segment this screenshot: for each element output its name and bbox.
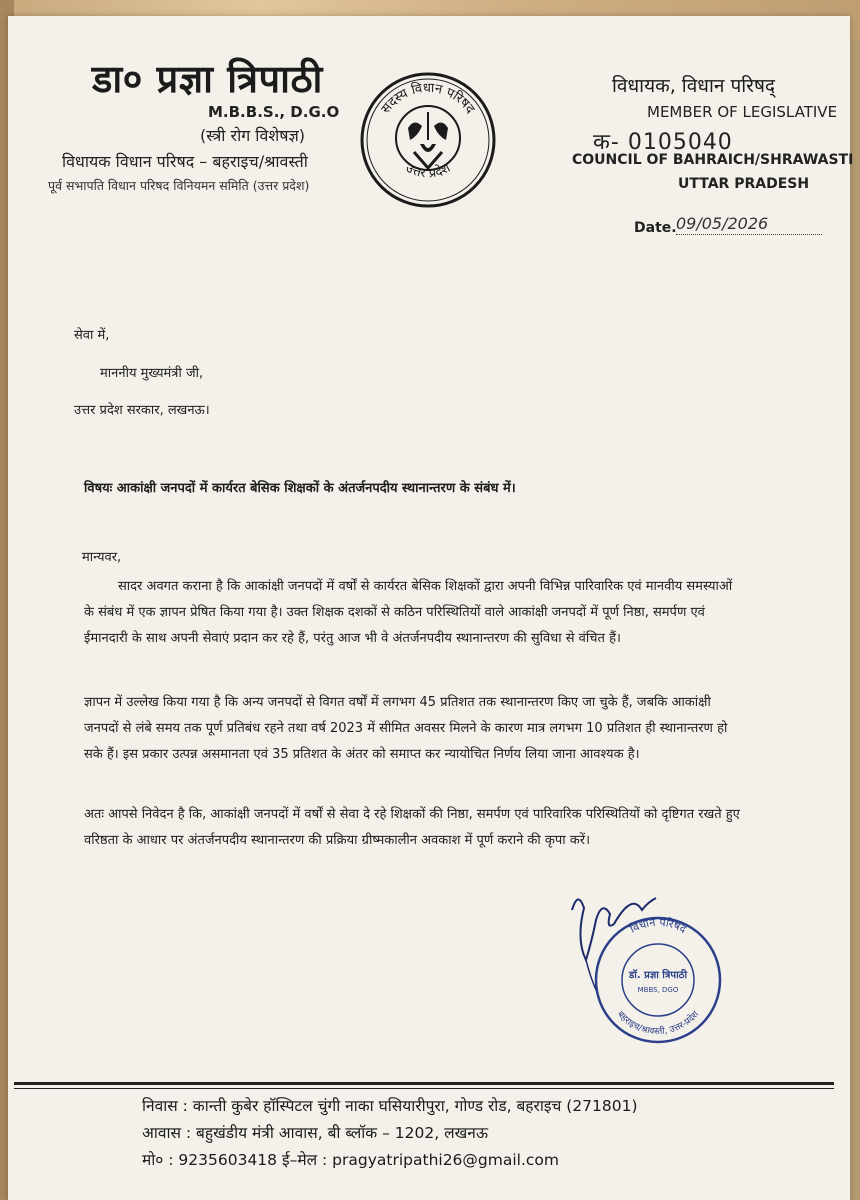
footer-residence: निवास : कान्ती कुबेर हॉस्पिटल चुंगी नाका घसियारीपुरा, गोण्ड रोड, बहराइच (271801) [142, 1097, 638, 1115]
stamp-name: डॉ. प्रज्ञा त्रिपाठी [628, 970, 688, 981]
footer-contact: मो० : 9235603418 ई–मेल : pragyatripathi26@gmail.com [142, 1151, 560, 1169]
letterhead-former-post: पूर्व सभापति विधान परिषद विनियमन समिति (उत्तर प्रदेश) [48, 178, 310, 193]
footer-rule-thin [14, 1088, 834, 1089]
signature-stamp [566, 880, 736, 1050]
emblem-bottom-text: उत्तर प्रदेश [402, 160, 453, 182]
letterhead-speciality: (स्त्री रोग विशेषज्ञ) [200, 126, 305, 145]
salutation: मान्यवर, [82, 550, 122, 565]
date-value: 09/05/2026 [676, 214, 822, 235]
letterhead-title-hindi: विधायक, विधान परिषद् [612, 75, 776, 97]
paragraph-1: सादर अवगत कराना है कि आकांक्षी जनपदों में वर्षों से कार्यरत बेसिक शिक्षकों द्वारा अपनी विभिन्न पारिवारिक एवं मानवीय समस्याओं के संबंध में एक ज्ञापन प्रेषित किया गया है। उक्त शिक्षक दशकों से कठिन परिस्थितियों वाले आकांक्षी जनपदों में पूर्ण निष्ठा, समर्पण एवं ईमानदारी के साथ अपनी सेवाएं प्रदान कर रहे हैं, परंतु आज भी वे अंतर्जनपदीय स्थानान्तरण की सुविधा से वंचित हैं। [84, 579, 733, 646]
address-line-3: उत्तर प्रदेश सरकार, लखनऊ। [74, 403, 210, 418]
letterhead-title-english: MEMBER OF LEGISLATIVE [647, 103, 838, 121]
stamp-ring-bottom: बहराइच/श्रावस्ती, उत्तर-प्रदेश [614, 1009, 702, 1038]
emblem-top-text: सदस्य विधान परिषद [378, 80, 478, 117]
letterhead-reg-number: क- 0105040 [593, 130, 733, 155]
svg-text:विधान परिषद [628, 916, 689, 936]
footer-quarters: आवास : बहुखंडीय मंत्री आवास, बी ब्लॉक – 1202, लखनऊ [142, 1124, 489, 1142]
paragraph-3: अतः आपसे निवेदन है कि, आकांक्षी जनपदों में वर्षों से सेवा दे रहे शिक्षकों की निष्ठा, समर्पण एवं पारिवारिक परिस्थितियों को दृष्टिगत रखते हुए वरिष्ठता के आधार पर अंतर्जनपदीय स्थानान्तरण की प्रक्रिया ग्रीष्मकालीन अवकाश में पूर्ण कराने की कृपा करें। [84, 807, 740, 848]
letterhead-name: डा० प्रज्ञा त्रिपाठी [92, 57, 323, 101]
letterhead-council: COUNCIL OF BAHRAICH/SHRAWASTI [572, 152, 854, 168]
letter-subject: विषयः आकांक्षी जनपदों में कार्यरत बेसिक शिक्षकों के अंतर्जनपदीय स्थानान्तरण के संबंध में। [84, 481, 516, 496]
svg-text:उत्तर प्रदेश [403, 160, 454, 181]
paragraph-2: ज्ञापन में उल्लेख किया गया है कि अन्य जनपदों से विगत वर्षों में लगभग 45 प्रतिशत तक स्थानान्तरण किए जा चुके हैं, जबकि आकांक्षी जनपदों से लंबे समय तक पूर्ण प्रतिबंध रहने तथा वर्ष 2023 में सीमित अवसर मिलने के कारण मात्र लगभग 10 प्रतिशत ही स्थानान्तरण हो सके हैं। इस प्रकार उत्पन्न असमानता एवं 35 प्रतिशत के अंतर को समाप्त कर न्यायोचित निर्णय लिया जाना आवश्यक है। [84, 695, 728, 762]
letterhead-degrees: M.B.B.S., D.G.O [208, 103, 340, 121]
address-line-2: माननीय मुख्यमंत्री जी, [100, 366, 204, 381]
letterhead-state: UTTAR PRADESH [678, 176, 810, 192]
stamp-degrees: MBBS, DGO [637, 986, 679, 994]
address-line-1: सेवा में, [74, 328, 110, 343]
footer-rule-thick [14, 1082, 834, 1085]
stamp-ring-top: विधान परिषद [627, 915, 689, 936]
emblem-seal-icon [358, 70, 498, 210]
date-label: Date. [634, 220, 677, 236]
letterhead-member-line: विधायक विधान परिषद – बहराइच/श्रावस्ती [62, 152, 308, 171]
